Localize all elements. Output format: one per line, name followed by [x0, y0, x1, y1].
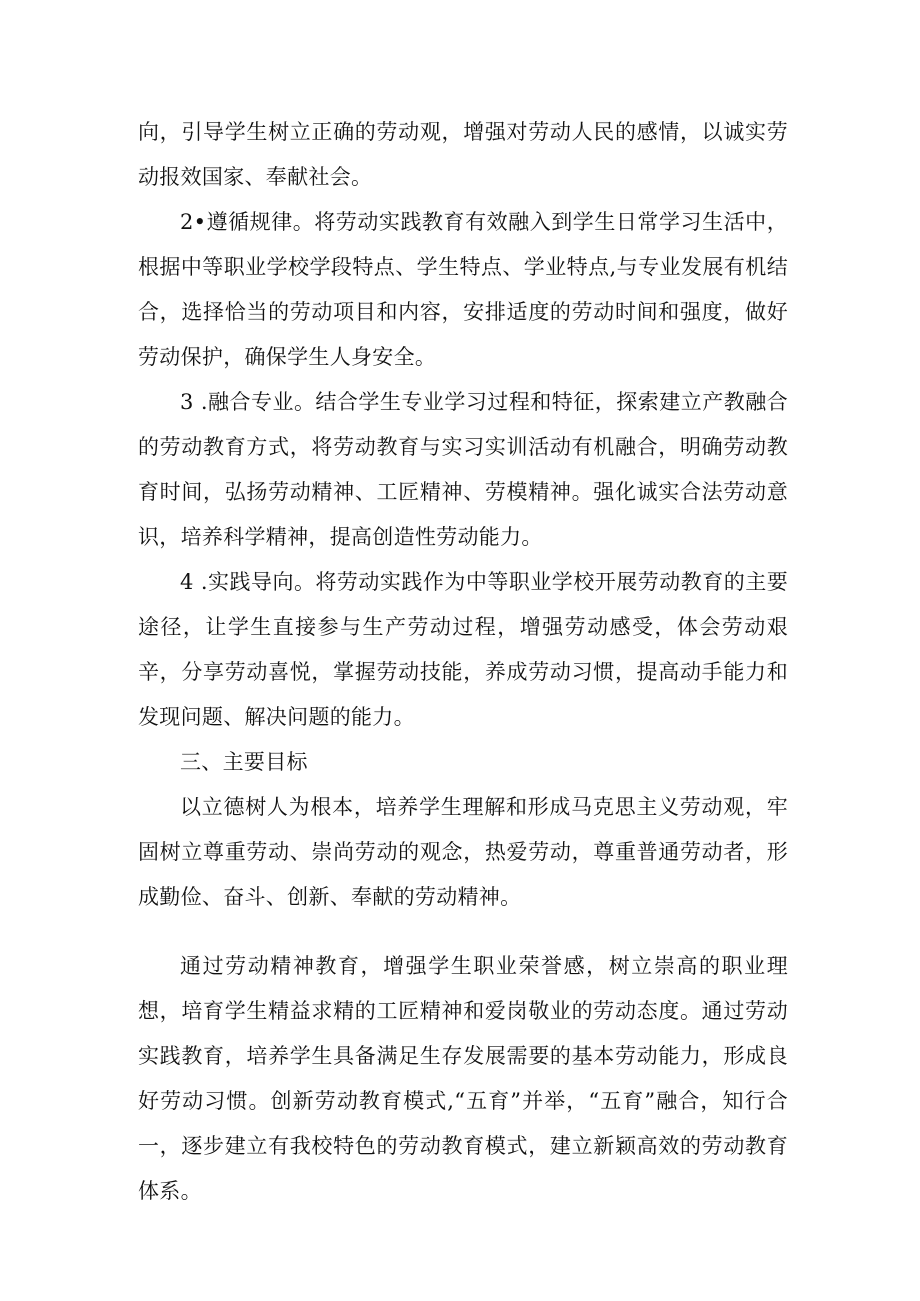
paragraph-goals-1: 以立德树人为根本，培养学生理解和形成马克思主义劳动观，牢固树立尊重劳动、崇尚劳动的观念，热爱劳动，尊重普通劳动者，形成勤俭、奋斗、创新、奉献的劳动精神。	[138, 795, 788, 909]
section-heading-main-goals: 三、主要目标	[180, 750, 308, 774]
document-body	[138, 110, 788, 1214]
paragraph-principle-4: 4 .实践导向。将劳动实践作为中等职业学校开展劳动教育的主要途径，让学生直接参与生产劳动过程，增强劳动感受，体会劳动艰辛，分享劳动喜悦，掌握劳动技能，养成劳动习惯，提高动手能力和发现问题、解决问题的能力。	[138, 570, 788, 729]
paragraph-goals-2: 通过劳动精神教育，增强学生职业荣誉感，树立崇高的职业理想，培育学生精益求精的工匠精神和爱岗敬业的劳动态度。通过劳动实践教育，培养学生具备满足生存发展需要的基本劳动能力，形成良好劳动习惯。创新劳动教育模式,“五育”并举，“五育”融合，知行合一，逐步建立有我校特色的劳动教育模式，建立新颖高效的劳动教育体系。	[138, 954, 788, 1203]
paragraph-continuation: 向，引导学生树立正确的劳动观，增强对劳动人民的感情，以诚实劳动报效国家、奉献社会。	[138, 120, 788, 189]
paragraph-principle-3: 3 .融合专业。结合学生专业学习过程和特征，探索建立产教融合的劳动教育方式，将劳动教育与实习实训活动有机融合，明确劳动教育时间，弘扬劳动精神、工匠精神、劳模精神。强化诚实合法劳动意识，培养科学精神，提高创造性劳动能力。	[138, 390, 788, 549]
paragraph-principle-2: 2•遵循规律。将劳动实践教育有效融入到学生日常学习生活中，根据中等职业学校学段特点、学生特点、学业特点,与专业发展有机结合，选择恰当的劳动项目和内容，安排适度的劳动时间和强度，做好劳动保护，确保学生人身安全。	[138, 210, 788, 369]
